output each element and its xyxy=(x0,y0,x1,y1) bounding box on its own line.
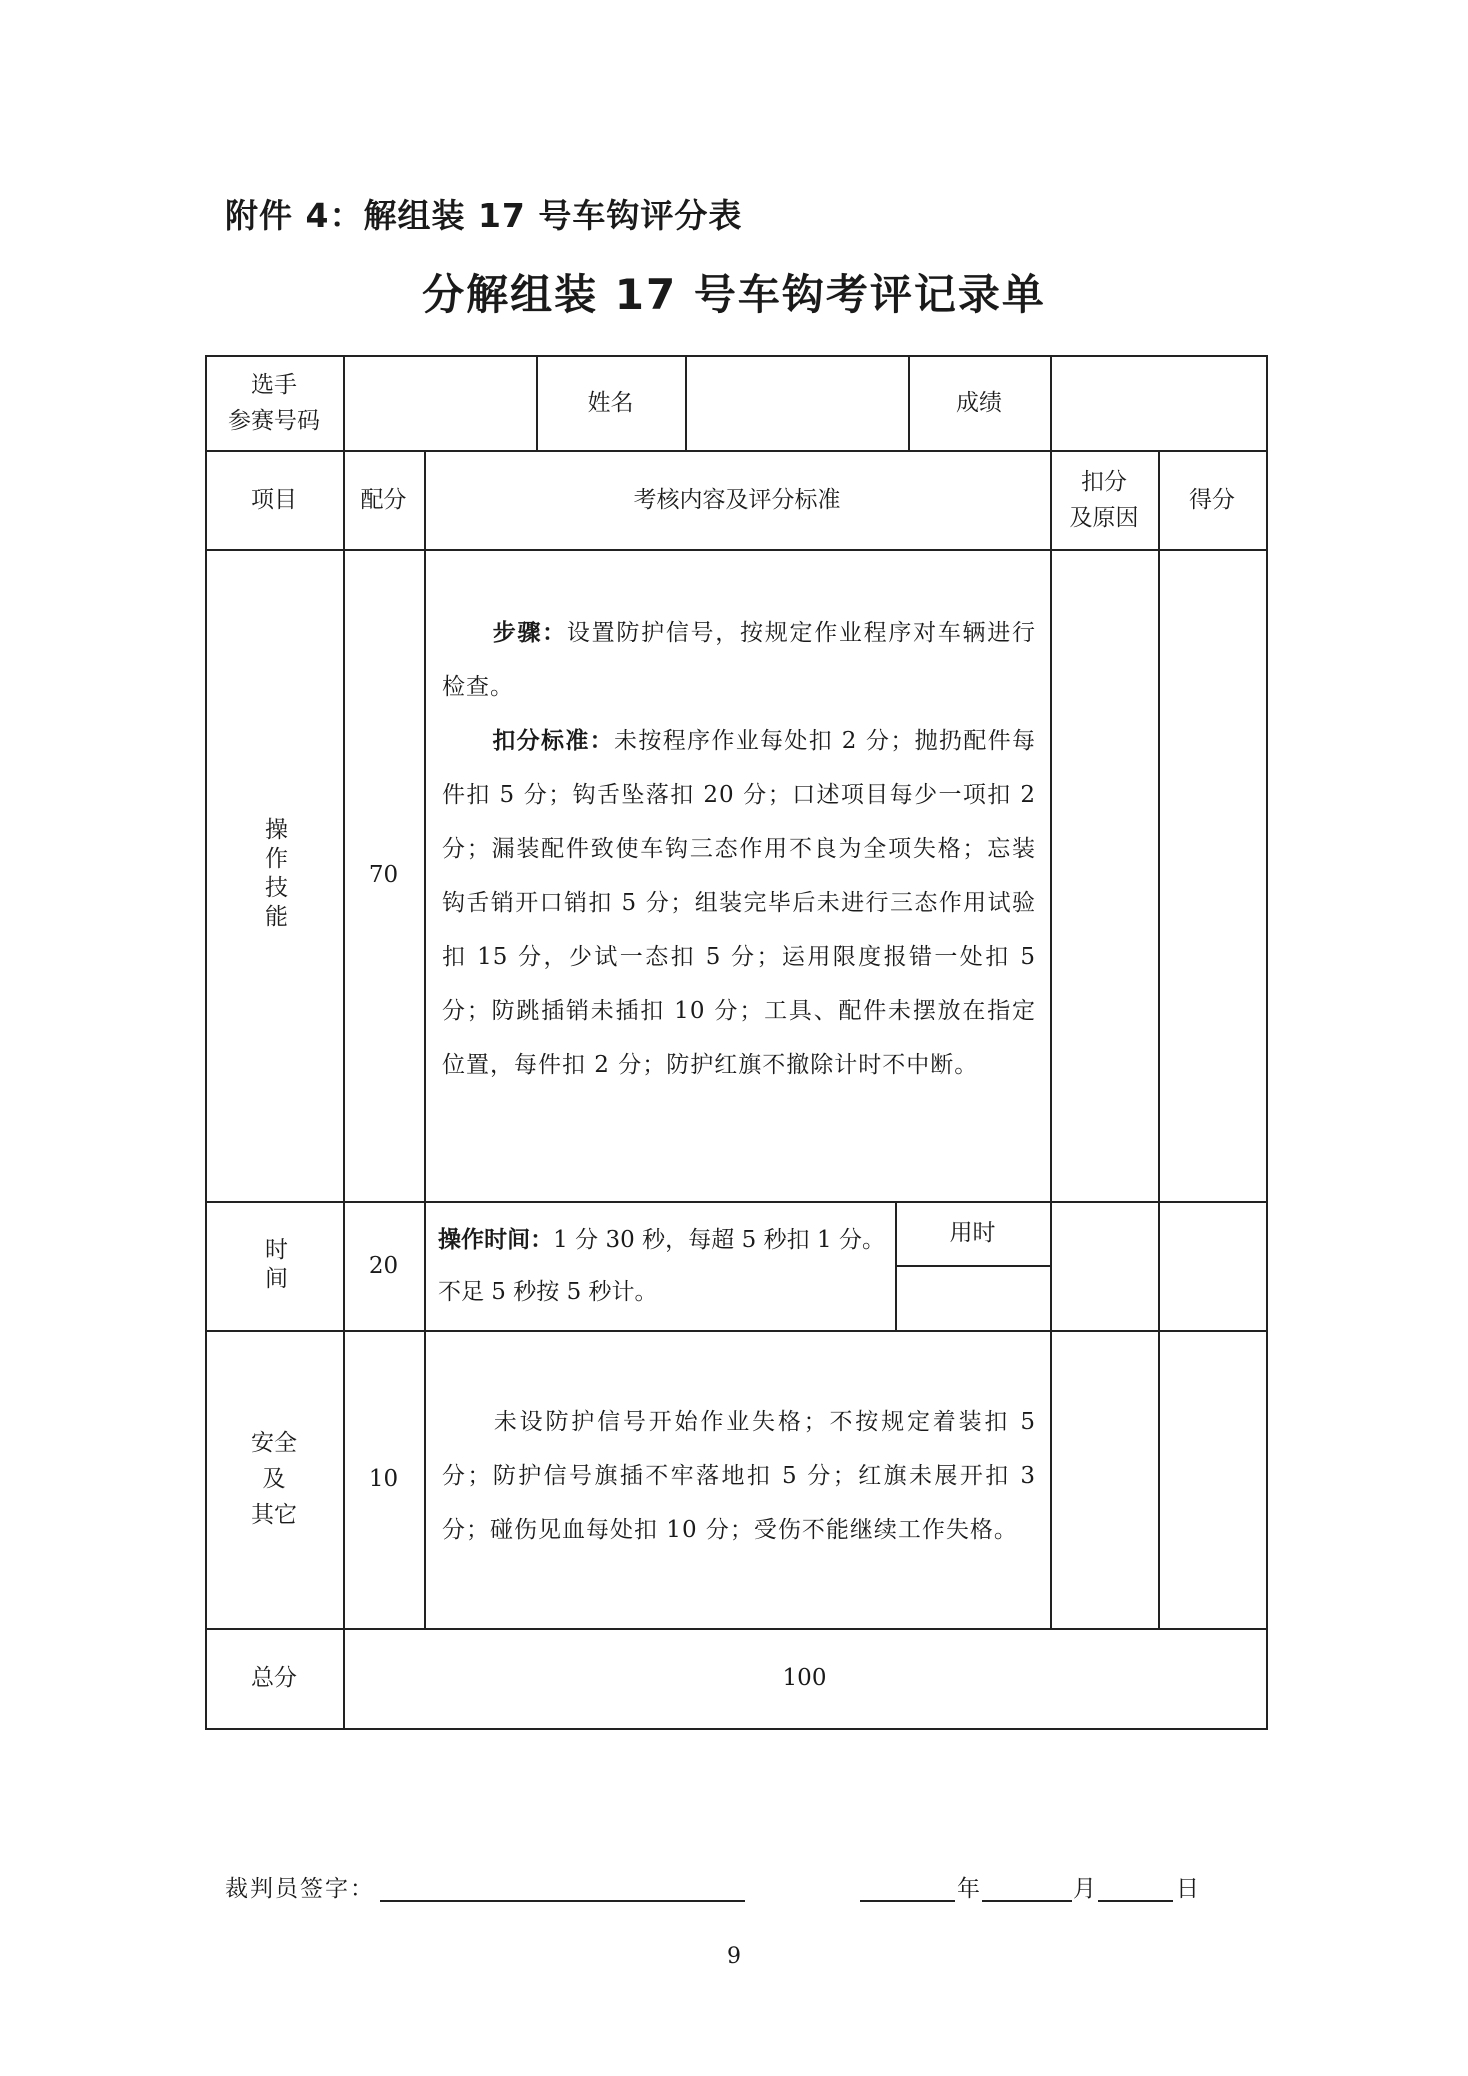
safety-criteria xyxy=(442,1395,1036,1557)
day-line[interactable] xyxy=(1098,1900,1173,1902)
operation-criteria xyxy=(442,606,1036,1092)
referee-signature-label: 裁判员签字： xyxy=(225,1876,375,1902)
total-label: 总分 xyxy=(251,1665,297,1691)
step-label: 步骤： xyxy=(492,620,567,646)
column-item: 项目 xyxy=(251,486,297,513)
operation-time-text: 1 分 30 秒，每超 5 秒扣 1 分。不足 5 秒按 5 秒计。 xyxy=(438,1227,886,1305)
column-score: 得分 xyxy=(1189,486,1235,513)
name-label: 姓名 xyxy=(587,389,634,416)
used-time-value[interactable] xyxy=(895,1265,1050,1330)
safety-deduction[interactable] xyxy=(1050,1330,1158,1628)
used-time-label: 用时 xyxy=(949,1220,996,1246)
column-points: 配分 xyxy=(360,486,407,513)
safety-points: 10 xyxy=(368,1466,399,1492)
year-label: 年 xyxy=(957,1876,982,1902)
document-title: 分解组装 17 号车钩考评记录单 xyxy=(422,270,1046,319)
safety-text: 未设防护信号开始作业失格；不按规定着装扣 5 分；防护信号旗插不牢落地扣 5 分；红旗未展开扣 3 分；碰伤见血每处扣 10 分；受伤不能继续工作失格。 xyxy=(442,1409,1036,1543)
operation-time-label: 操作时间： xyxy=(438,1227,554,1253)
score-value[interactable] xyxy=(1050,355,1266,450)
month-line[interactable] xyxy=(982,1900,1072,1902)
step-text: 设置防护信号，按规定作业程序对车辆进行检查。 xyxy=(442,620,1037,700)
time-score[interactable] xyxy=(1158,1201,1266,1330)
column-criteria: 考核内容及评分标准 xyxy=(633,486,841,513)
total-value: 100 xyxy=(782,1665,827,1691)
column-deduction: 扣分 及原因 xyxy=(1069,468,1139,531)
contestant-number-value[interactable] xyxy=(343,355,536,450)
operation-item: 操作技能 xyxy=(261,817,287,933)
operation-score[interactable] xyxy=(1158,549,1266,1201)
operation-points: 70 xyxy=(368,862,399,888)
referee-signature-line[interactable] xyxy=(380,1900,745,1902)
attachment-title: 附件 4：解组装 17 号车钩评分表 xyxy=(225,196,743,235)
safety-score[interactable] xyxy=(1158,1330,1266,1628)
deduct-standard-label: 扣分标准： xyxy=(492,728,615,754)
day-label: 日 xyxy=(1176,1876,1201,1902)
time-criteria xyxy=(438,1214,885,1318)
score-label: 成绩 xyxy=(956,389,1002,416)
score-sheet-table xyxy=(205,355,1268,1730)
time-points: 20 xyxy=(368,1252,399,1279)
time-item: 时间 xyxy=(261,1236,287,1295)
safety-item: 安全 及 其它 xyxy=(251,1430,297,1528)
deduct-standard-text: 未按程序作业每处扣 2 分；抛扔配件每件扣 5 分；钩舌坠落扣 20 分；口述项目每少一项扣 2 分；漏装配件致使车钩三态作用不良为全项失格；忘装钩舌销开口销扣 5 分；组装完毕后未进行三态作用试验扣 15 分，少试一态扣 5 分；运用限度报错一处扣 5 分；防跳插销未插扣 10 分；工具、配件未摆放在指定位置，每件扣 2 分；防护红旗不撤除计时不中断。 xyxy=(442,728,1037,1078)
year-line[interactable] xyxy=(860,1900,955,1902)
page-number: 9 xyxy=(727,1944,741,1969)
month-label: 月 xyxy=(1073,1876,1098,1902)
operation-deduction[interactable] xyxy=(1050,549,1158,1201)
name-value[interactable] xyxy=(685,355,908,450)
contestant-number-label: 选手 参赛号码 xyxy=(228,371,320,434)
